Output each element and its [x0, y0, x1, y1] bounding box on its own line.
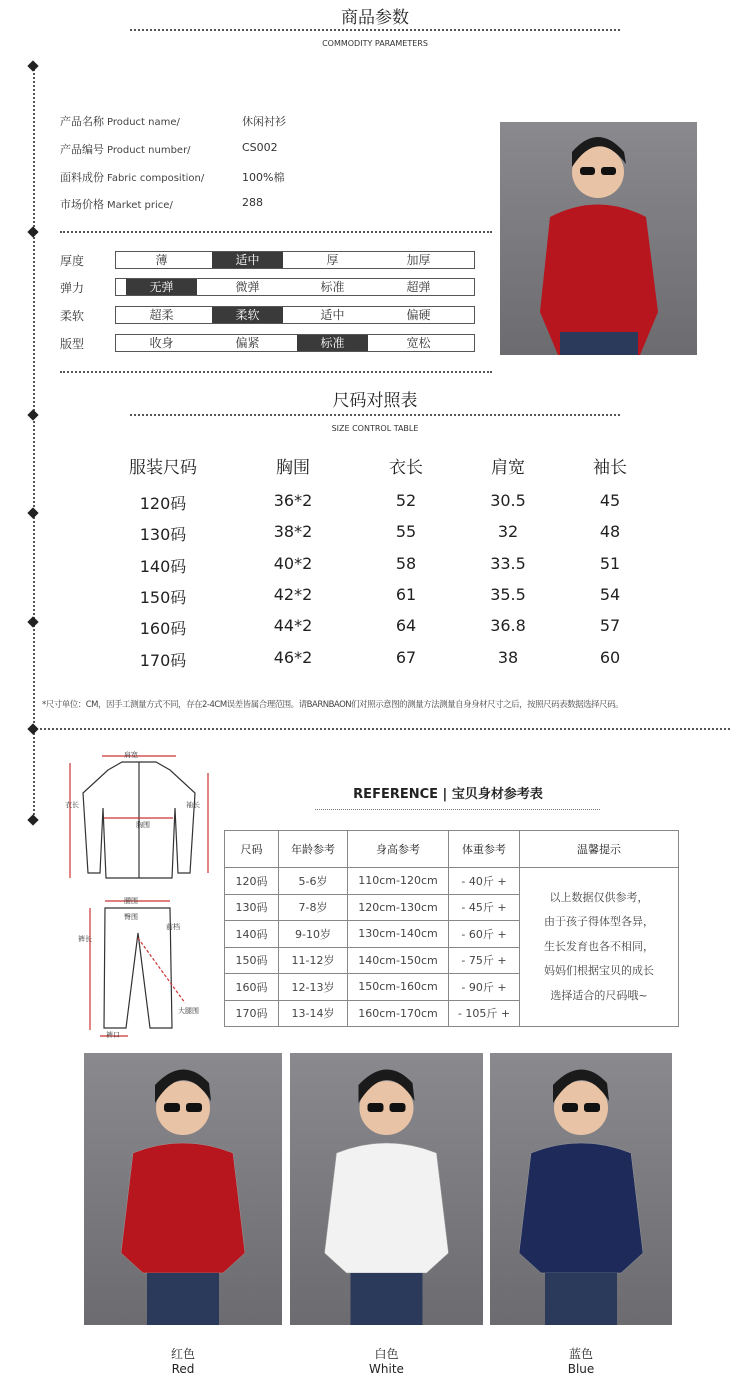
diagram-label: 前档	[166, 923, 180, 931]
color-name-cn: 红色	[170, 1347, 195, 1361]
size-cell: 40*2	[273, 553, 313, 573]
info-label	[60, 141, 191, 157]
reference-cell: 120cm-130cm	[348, 894, 449, 921]
diamond-icon	[27, 814, 38, 825]
reference-row	[225, 868, 679, 895]
size-cell: 55	[395, 522, 417, 542]
reference-header: 温馨提示	[520, 831, 679, 868]
attr-option: 微弹	[235, 280, 260, 294]
diagram-label: 胸围	[136, 821, 150, 829]
reference-cell: - 60斤 +	[449, 921, 520, 948]
params-title: 商品参数	[341, 8, 409, 28]
diagram-label: 裤长	[78, 935, 92, 943]
size-table-title: 尺码对照表	[332, 391, 418, 411]
size-cell: 120码	[139, 494, 187, 513]
info-label-en: Market price/	[107, 200, 173, 211]
reference-cell: 9-10岁	[279, 921, 348, 948]
reference-tips	[520, 868, 679, 1027]
tip-line: 生长发育也各不相同，	[544, 939, 654, 953]
info-label	[60, 169, 204, 185]
size-header: 肩宽	[491, 458, 525, 478]
size-cell: 45	[599, 491, 621, 510]
reference-cell: 150cm-160cm	[348, 974, 449, 1001]
diamond-icon	[27, 409, 38, 420]
diamond-icon	[27, 507, 38, 518]
attr-option: 宽松	[406, 336, 431, 350]
size-cell: 30.5	[490, 491, 526, 510]
product-photo-red	[84, 1053, 282, 1325]
product-photo-blue	[490, 1053, 672, 1325]
attr-option: 标准	[320, 280, 345, 294]
size-cell: 48	[599, 522, 621, 542]
attr-bar	[115, 251, 475, 269]
info-label-cn: 产品名称	[60, 115, 104, 128]
diamond-icon	[27, 60, 38, 71]
size-cell: 33.5	[490, 553, 526, 573]
info-value: 100%棉	[242, 171, 285, 184]
size-header: 袖长	[593, 458, 627, 478]
attr-label: 版型	[60, 337, 85, 351]
reference-cell: 140码	[225, 921, 279, 948]
attr-label: 弹力	[60, 281, 85, 295]
attr-option: 薄	[155, 253, 168, 267]
color-name-en: Red	[171, 1362, 195, 1376]
size-header: 服装尺码	[129, 458, 197, 478]
divider	[315, 809, 600, 810]
size-cell: 140码	[139, 556, 187, 576]
diagram-label: 袖长	[186, 801, 200, 809]
attr-option: 适中	[212, 252, 283, 268]
size-cell: 60	[599, 647, 621, 667]
attr-option: 收身	[149, 336, 174, 350]
size-cell: 51	[599, 553, 621, 573]
size-cell: 44*2	[273, 616, 313, 636]
size-cell: 46*2	[273, 647, 313, 667]
attr-option: 偏硬	[406, 308, 431, 322]
attr-option: 适中	[320, 308, 345, 322]
divider	[130, 29, 620, 31]
tip-line: 选择适合的尺码哦~	[550, 988, 648, 1002]
reference-cell: 160cm-170cm	[348, 1000, 449, 1027]
attr-option: 超柔	[149, 308, 174, 322]
color-name-cn: 白色	[374, 1347, 399, 1361]
reference-cell: - 105斤 +	[449, 1000, 520, 1027]
attr-option: 柔软	[212, 307, 283, 323]
info-value: 休闲衬衫	[242, 115, 286, 128]
reference-cell: 160码	[225, 974, 279, 1001]
tip-line: 妈妈们根据宝贝的成长	[544, 964, 654, 978]
reference-cell: 150码	[225, 947, 279, 974]
info-label	[60, 113, 180, 129]
divider	[130, 414, 620, 416]
attr-option: 超弹	[406, 280, 431, 294]
size-header: 衣长	[389, 458, 423, 478]
attr-bar	[115, 306, 475, 324]
color-name-en: White	[369, 1362, 404, 1376]
attr-bar	[115, 278, 475, 296]
reference-cell: 130码	[225, 894, 279, 921]
size-cell: 32	[497, 522, 519, 542]
reference-header: 体重参考	[449, 831, 520, 868]
size-cell: 170码	[139, 650, 187, 670]
reference-table	[224, 830, 679, 1027]
product-photo-white	[290, 1053, 483, 1325]
size-header: 胸围	[276, 458, 310, 478]
size-cell: 52	[395, 491, 417, 510]
info-label-cn: 产品编号	[60, 143, 104, 156]
reference-cell: - 45斤 +	[449, 894, 520, 921]
tip-line: 以上数据仅供参考，	[549, 890, 649, 904]
attr-label: 厚度	[60, 254, 85, 268]
tip-line: 由于孩子得体型各异，	[544, 915, 654, 929]
diagram-label: 大腿围	[178, 1007, 199, 1015]
reference-cell: 7-8岁	[279, 894, 348, 921]
info-label-en: Fabric composition/	[107, 173, 205, 184]
attr-option: 标准	[297, 335, 368, 351]
reference-cell: 120码	[225, 868, 279, 895]
size-cell: 42*2	[273, 584, 313, 604]
reference-cell: 170码	[225, 1000, 279, 1027]
reference-header-row	[225, 831, 679, 868]
reference-cell: 13-14岁	[279, 1000, 348, 1027]
size-cell: 35.5	[490, 584, 526, 604]
info-label-cn: 面料成份	[60, 171, 104, 184]
diagram-label: 肩宽	[124, 751, 138, 759]
size-cell: 57	[599, 616, 621, 636]
timeline-line	[33, 66, 35, 822]
size-cell: 36*2	[273, 491, 313, 510]
info-value: 288	[242, 196, 263, 209]
diamond-icon	[27, 616, 38, 627]
reference-header: 年龄参考	[279, 831, 348, 868]
reference-cell: 110cm-120cm	[348, 868, 449, 895]
color-name-en: Blue	[567, 1362, 595, 1376]
size-cell: 36.8	[490, 616, 526, 636]
reference-header: 身高参考	[348, 831, 449, 868]
reference-cell: - 40斤 +	[449, 868, 520, 895]
diagram-label: 衣长	[65, 801, 79, 809]
reference-cell: 140cm-150cm	[348, 947, 449, 974]
attr-label: 柔软	[60, 309, 85, 323]
attr-bar	[115, 334, 475, 352]
info-label	[60, 196, 173, 212]
size-cell: 54	[599, 584, 621, 604]
attr-option: 厚	[326, 253, 339, 267]
params-subtitle: COMMODITY PARAMETERS	[322, 39, 428, 48]
divider	[60, 371, 492, 373]
reference-title: REFERENCE | 宝贝身材参考表	[353, 787, 543, 802]
size-cell: 130码	[139, 525, 187, 545]
attr-option: 无弹	[126, 279, 197, 295]
size-cell: 67	[395, 647, 417, 667]
product-photo-main	[500, 122, 697, 355]
size-cell: 160码	[139, 619, 187, 639]
info-value: CS002	[242, 141, 278, 154]
diagram-label: 裤口	[106, 1031, 120, 1039]
size-cell: 64	[395, 616, 417, 636]
divider	[60, 231, 492, 233]
reference-cell: - 90斤 +	[449, 974, 520, 1001]
attr-option: 加厚	[406, 253, 431, 267]
color-name-cn: 蓝色	[568, 1347, 593, 1361]
info-label-en: Product number/	[107, 145, 191, 156]
divider	[40, 728, 730, 730]
diagram-label: 腰围	[124, 897, 138, 905]
reference-cell: 12-13岁	[279, 974, 348, 1001]
reference-cell: 11-12岁	[279, 947, 348, 974]
attr-option: 偏紧	[235, 336, 260, 350]
diagram-label: 臀围	[124, 913, 138, 921]
reference-header: 尺码	[225, 831, 279, 868]
size-table-subtitle: SIZE CONTROL TABLE	[331, 424, 419, 433]
diamond-icon	[27, 723, 38, 734]
info-label-cn: 市场价格	[60, 198, 104, 211]
size-cell: 58	[395, 553, 417, 573]
measurement-diagram	[60, 748, 218, 1040]
size-cell: 61	[395, 584, 417, 604]
size-cell: 38*2	[273, 522, 313, 542]
reference-cell: 5-6岁	[279, 868, 348, 895]
reference-cell: 130cm-140cm	[348, 921, 449, 948]
size-note: *尺寸单位：CM，因手工测量方式不同，存在2-4CM误差皆属合理范围。请BARNBAON们对照示意图的测量方法测量自身身材尺寸之后，按照尺码表数据选择尺码。	[42, 700, 624, 710]
info-label-en: Product name/	[107, 117, 180, 128]
diamond-icon	[27, 226, 38, 237]
reference-cell: - 75斤 +	[449, 947, 520, 974]
size-cell: 38	[497, 647, 519, 667]
size-cell: 150码	[139, 587, 187, 607]
